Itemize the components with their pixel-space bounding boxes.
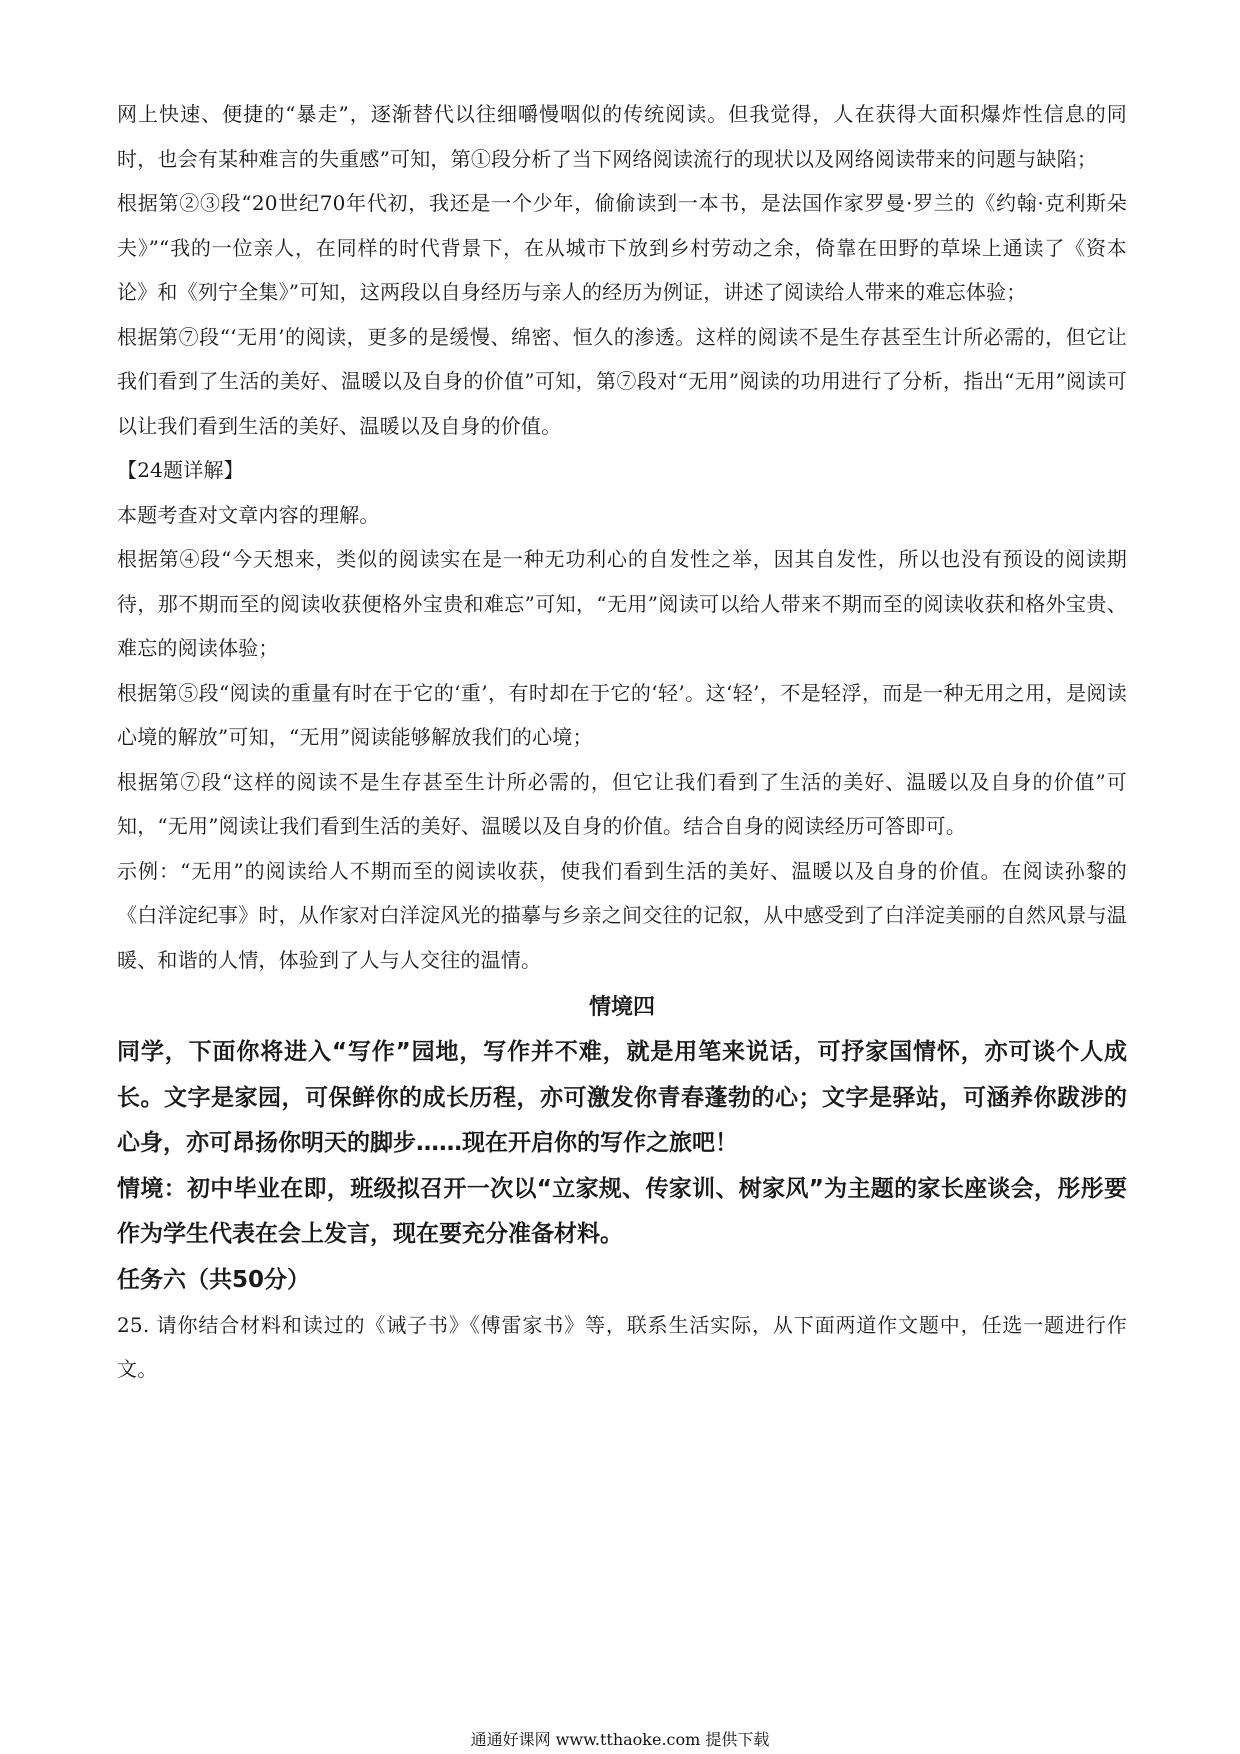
question-24-heading: 【24题详解】	[117, 458, 244, 482]
paragraph-analysis-1: 网上快速、便捷的“暴走”，逐渐替代以往细嚼慢咽似的传统阅读。但我觉得，人在获得大面积爆炸性信息的同时，也会有某种难言的失重感”可知，第①段分析了当下网络阅读流行的现状以及网络阅读带来的问题与缺陷；	[117, 102, 1127, 171]
paragraph-example: 示例：“无用”的阅读给人不期而至的阅读收获，使我们看到生活的美好、温暖以及自身的价值。在阅读孙黎的《白洋淀纪事》时，从作家对白洋淀风光的描摹与乡亲之间交往的记叙，从中感受到了白洋淀美丽的自然风景与温暖、和谐的人情，体验到了人与人交往的温情。	[117, 858, 1127, 972]
question-24-intro: 本题考查对文章内容的理解。	[117, 502, 380, 527]
paragraph-analysis-3: 根据第⑦段“‘无用’的阅读，更多的是缓慢、绵密、恒久的渗透。这样的阅读不是生存甚至生计所必需的，但它让我们看到了生活的美好、温暖以及自身的价值”可知，第⑦段对“无用”阅读的功用进行了分析，指出“无用”阅读可以让我们看到生活的美好、温暖以及自身的价值。	[117, 324, 1127, 438]
document-body	[117, 92, 1127, 1392]
section-title: 情境四	[588, 995, 655, 1020]
paragraph-answer-2: 根据第⑤段“阅读的重量有时在于它的‘重’，有时却在于它的‘轻’。这‘轻’，不是轻浮，而是一种无用之用，是阅读心境的解放”可知，“无用”阅读能够解放我们的心境；	[117, 680, 1127, 749]
paragraph-analysis-2: 根据第②③段“20世纪70年代初，我还是一个少年，偷偷读到一本书，是法国作家罗曼·罗兰的《约翰·克利斯朵夫》”“我的一位亲人，在同样的时代背景下，在从城市下放到乡村劳动之余，倚靠在田野的草垛上通读了《资本论》和《列宁全集》”可知，这两段以自身经历与亲人的经历为例证，讲述了阅读给人带来的难忘体验；	[117, 191, 1127, 304]
paragraph-answer-1: 根据第④段“今天想来，类似的阅读实在是一种无功利心的自发性之举，因其自发性，所以也没有预设的阅读期待，那不期而至的阅读收获便格外宝贵和难忘”可知，“无用”阅读可以给人带来不期而至的阅读收获和格外宝贵、难忘的阅读体验；	[117, 547, 1127, 660]
footer-source: 通通好课网 www.tthaoke.com 提供下载	[470, 1730, 770, 1749]
task-title: 任务六（共50分）	[117, 1266, 311, 1293]
paragraph-answer-3: 根据第⑦段“这样的阅读不是生存甚至生计所必需的，但它让我们看到了生活的美好、温暖以及自身的价值”可知，“无用”阅读让我们看到生活的美好、温暖以及自身的价值。结合自身的阅读经历可答即可。	[117, 769, 1127, 838]
situation-text: 情境：初中毕业在即，班级拟召开一次以“立家规、传家训、树家风”为主题的家长座谈会，彤彤要作为学生代表在会上发言，现在要充分准备材料。	[117, 1175, 1127, 1247]
question-25: 25. 请你结合材料和读过的《诫子书》《傅雷家书》等，联系生活实际，从下面两道作文题中，任选一题进行作文。	[117, 1312, 1127, 1381]
writing-intro: 同学，下面你将进入“写作”园地，写作并不难，就是用笔来说话，可抒家国情怀，亦可谈个人成长。文字是家园，可保鲜你的成长历程，亦可激发你青春蓬勃的心；文字是驿站，可涵养你跋涉的心身，亦可昂扬你明天的脚步……现在开启你的写作之旅吧！	[117, 1039, 1127, 1156]
